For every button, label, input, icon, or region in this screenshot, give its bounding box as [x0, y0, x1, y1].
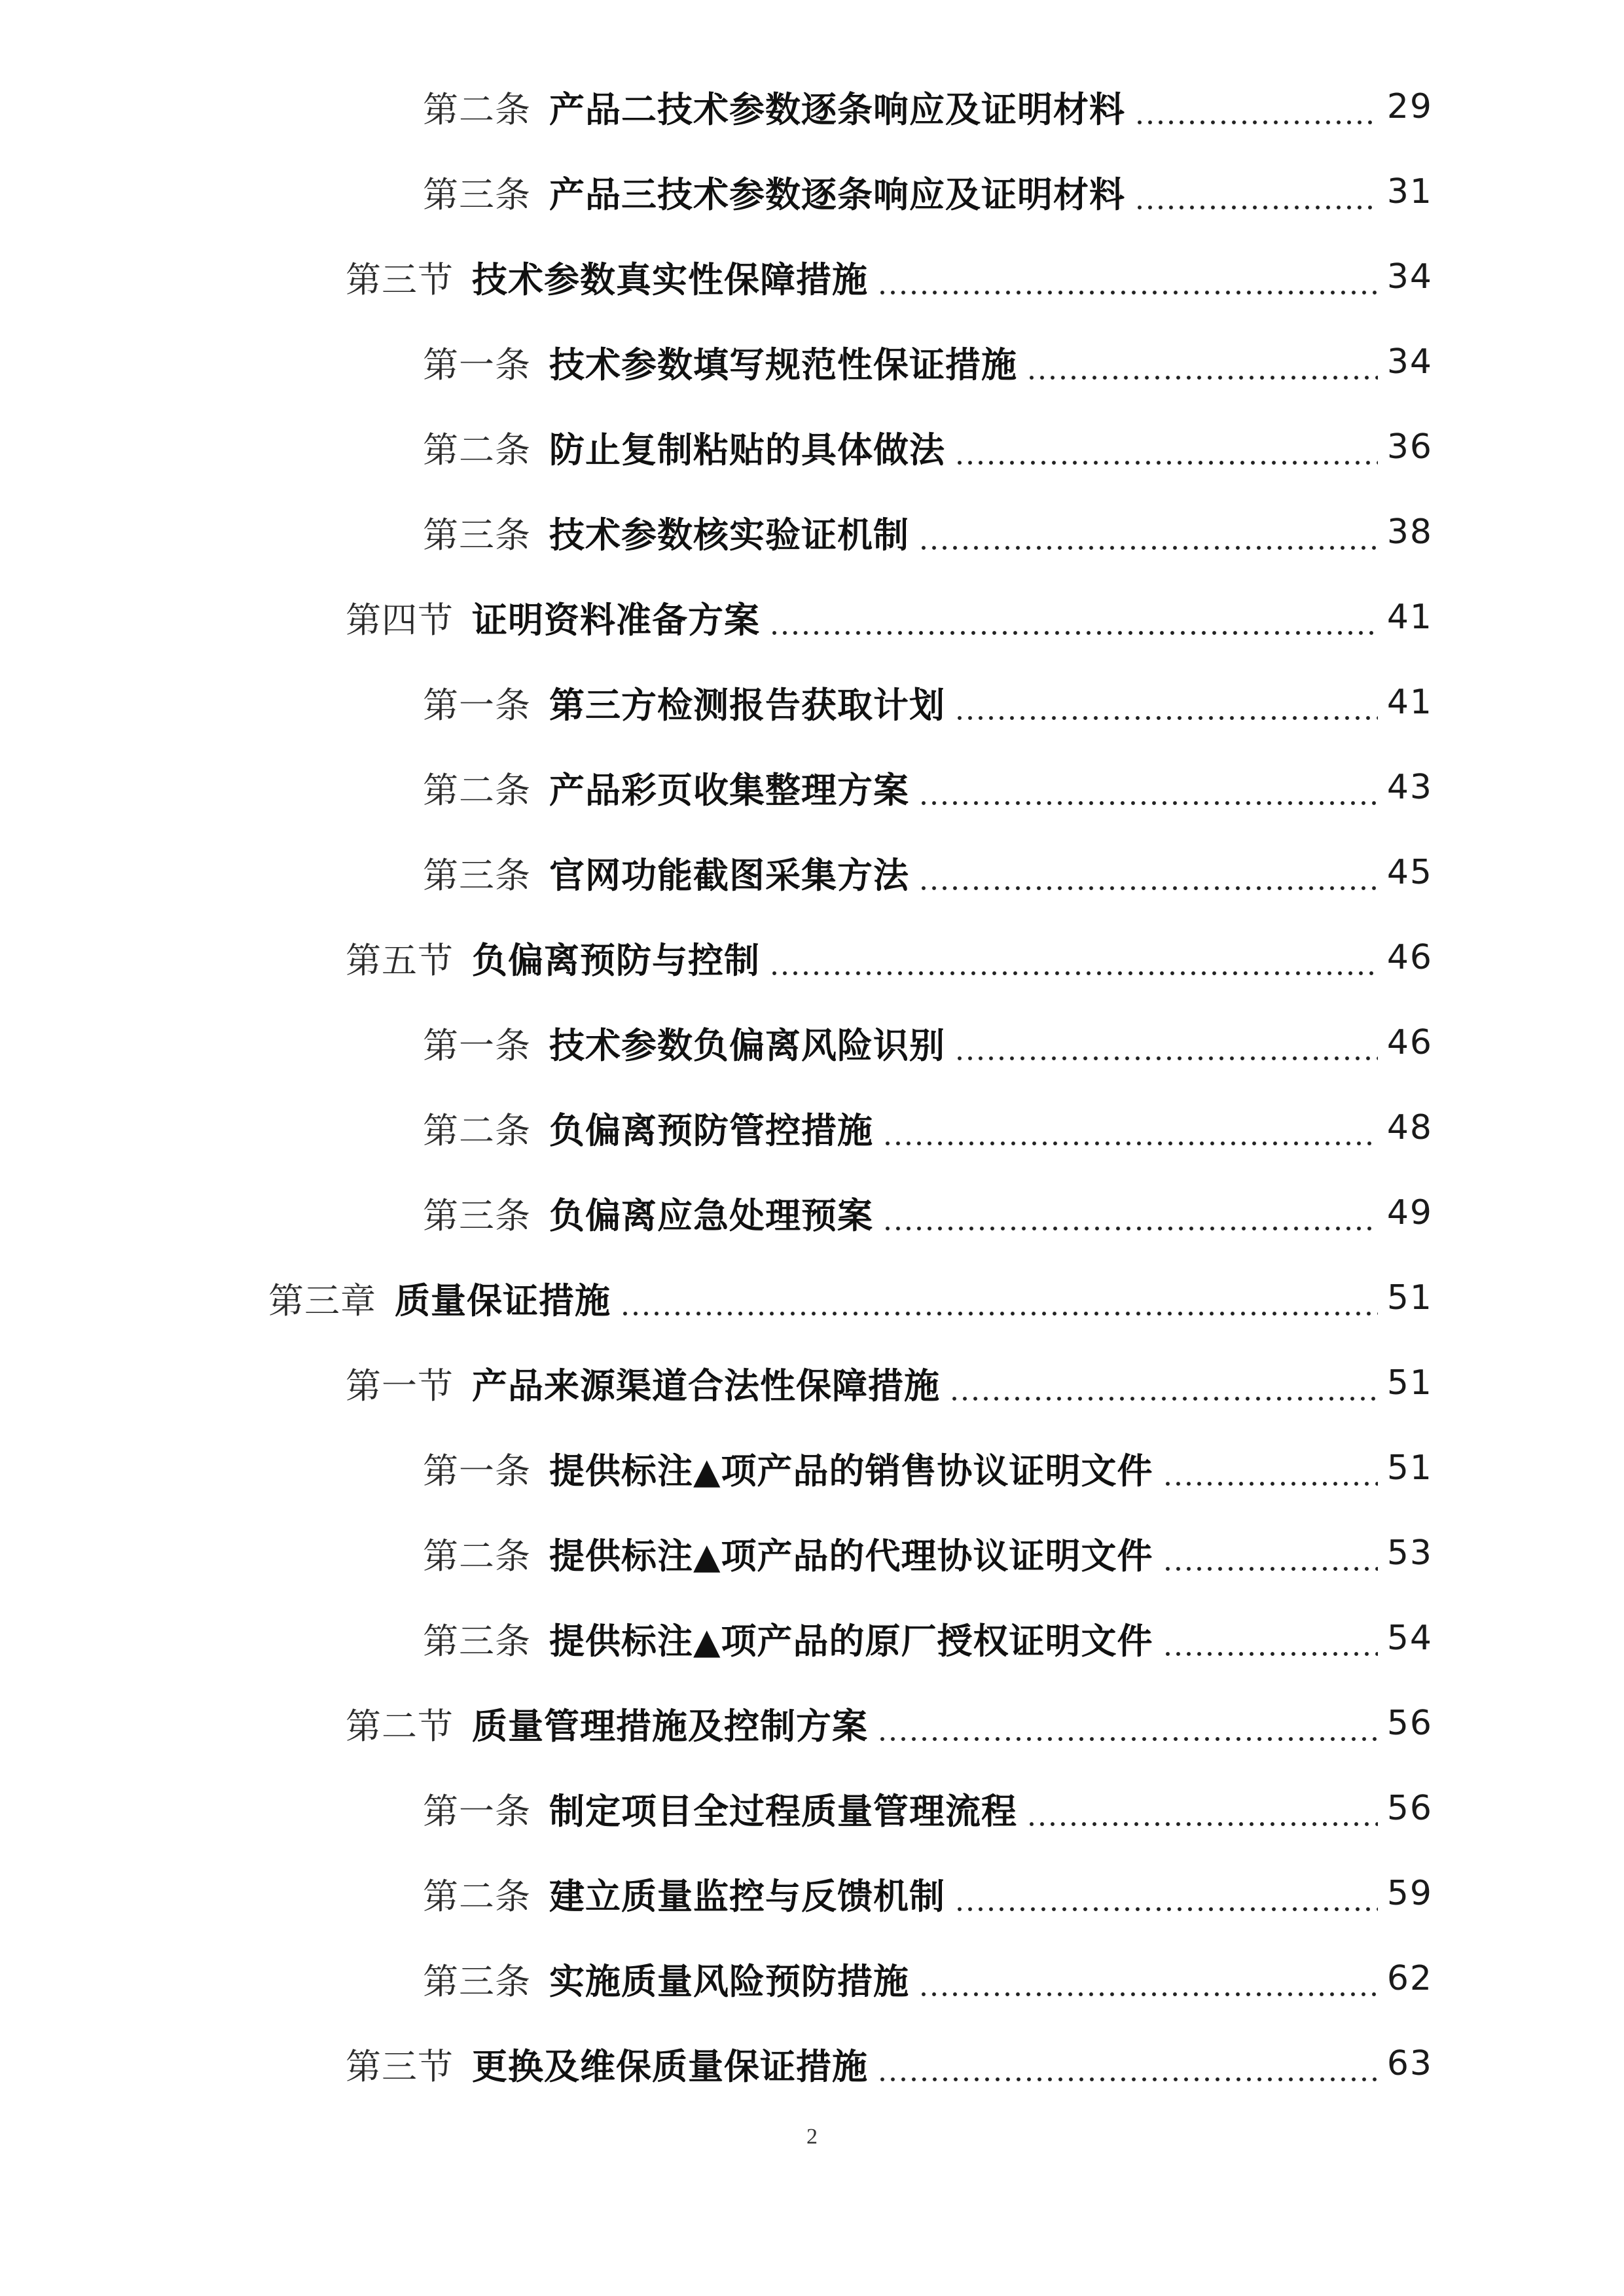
toc-dot-leader — [882, 1195, 1378, 1230]
toc-entry-level-2[interactable] — [0, 575, 1624, 660]
toc-entry-level-3[interactable] — [0, 745, 1624, 830]
toc-dot-leader — [1163, 1621, 1378, 1656]
toc-entry-page: 34 — [1386, 342, 1433, 382]
toc-entry-level-3[interactable] — [0, 1936, 1624, 2021]
toc-entry-number: 第二条 — [423, 429, 531, 471]
toc-entry-title: 实施质量风险预防措施 — [549, 1960, 909, 2002]
toc-entry-title: 质量保证措施 — [395, 1279, 611, 1321]
toc-entry-page: 46 — [1386, 1023, 1433, 1062]
toc-entry-number: 第二条 — [423, 1109, 531, 1151]
toc-dot-leader — [882, 1110, 1378, 1145]
toc-entry-number: 第三节 — [346, 2045, 454, 2087]
toc-entry-level-2[interactable] — [0, 2021, 1624, 2106]
toc-entry-level-3[interactable] — [0, 1851, 1624, 1936]
toc-entry-title: 更换及维保质量保证措施 — [472, 2045, 868, 2087]
toc-dot-leader — [1163, 1535, 1378, 1571]
toc-dot-leader — [769, 600, 1378, 635]
toc-entry-page: 56 — [1386, 1704, 1433, 1743]
toc-dot-leader — [918, 770, 1378, 805]
toc-entry-number: 第一条 — [423, 344, 531, 386]
toc-dot-leader — [949, 1365, 1378, 1401]
toc-entry-level-3[interactable] — [0, 1511, 1624, 1596]
toc-entry-level-3[interactable] — [0, 660, 1624, 745]
toc-entry-number: 第二条 — [423, 1535, 531, 1577]
toc-entry-number: 第一条 — [423, 1790, 531, 1832]
toc-entry-page: 54 — [1386, 1619, 1433, 1658]
toc-entry-title: 提供标注▲项产品的销售协议证明文件 — [549, 1449, 1153, 1492]
toc-entry-title: 负偏离预防管控措施 — [549, 1109, 873, 1151]
toc-entry-number: 第一条 — [423, 1450, 531, 1492]
toc-dot-leader — [918, 514, 1378, 550]
toc-entry-number: 第二节 — [346, 1705, 454, 1747]
toc-entry-page: 46 — [1386, 938, 1433, 977]
toc-dot-leader — [1134, 174, 1378, 209]
toc-entry-title: 防止复制粘贴的具体做法 — [549, 428, 945, 471]
toc-dot-leader — [954, 685, 1378, 720]
toc-entry-title: 负偏离预防与控制 — [472, 939, 760, 981]
toc-entry-number: 第一条 — [423, 1024, 531, 1066]
toc-entry-page: 53 — [1386, 1534, 1433, 1573]
toc-dot-leader — [877, 259, 1378, 295]
toc-entry-title: 技术参数核实验证机制 — [549, 513, 909, 556]
toc-dot-leader — [620, 1280, 1378, 1316]
toc-entry-page: 51 — [1386, 1278, 1433, 1318]
toc-entry-level-3[interactable] — [0, 1000, 1624, 1085]
toc-entry-number: 第五节 — [346, 939, 454, 981]
toc-dot-leader — [954, 1025, 1378, 1060]
toc-entry-page: 56 — [1386, 1789, 1433, 1828]
toc-entry-number: 第一节 — [346, 1365, 454, 1407]
toc-entry-title: 产品二技术参数逐条响应及证明材料 — [549, 88, 1125, 130]
toc-entry-title: 提供标注▲项产品的原厂授权证明文件 — [549, 1619, 1153, 1662]
toc-dot-leader — [1026, 1791, 1378, 1826]
toc-dot-leader — [877, 1706, 1378, 1741]
toc-entry-number: 第一条 — [423, 684, 531, 726]
toc-entry-level-3[interactable] — [0, 149, 1624, 234]
toc-entry-number: 第二条 — [423, 88, 531, 130]
toc-entry-level-3[interactable] — [0, 1085, 1624, 1170]
toc-entry-title: 技术参数负偏离风险识别 — [549, 1024, 945, 1066]
toc-entry-title: 产品三技术参数逐条响应及证明材料 — [549, 173, 1125, 215]
toc-entry-page: 41 — [1386, 598, 1433, 637]
toc-entry-title: 官网功能截图采集方法 — [549, 853, 909, 896]
toc-entry-level-2[interactable] — [0, 234, 1624, 319]
toc-entry-page: 41 — [1386, 683, 1433, 722]
page-number: 2 — [806, 2125, 818, 2149]
toc-entry-title: 质量管理措施及控制方案 — [472, 1704, 868, 1747]
toc-entry-title: 提供标注▲项产品的代理协议证明文件 — [549, 1534, 1153, 1577]
toc-entry-page: 59 — [1386, 1874, 1433, 1913]
toc-dot-leader — [918, 1961, 1378, 1996]
toc-entry-title: 负偏离应急处理预案 — [549, 1194, 873, 1236]
toc-entry-page: 49 — [1386, 1193, 1433, 1232]
toc-dot-leader — [954, 1876, 1378, 1911]
toc-entry-level-2[interactable] — [0, 915, 1624, 1000]
toc-entry-number: 第三条 — [423, 1194, 531, 1236]
toc-entry-title: 产品来源渠道合法性保障措施 — [472, 1364, 940, 1407]
toc-entry-level-3[interactable] — [0, 64, 1624, 149]
toc-dot-leader — [769, 940, 1378, 975]
toc-entry-level-3[interactable] — [0, 830, 1624, 915]
toc-dot-leader — [1163, 1450, 1378, 1486]
toc-entry-level-3[interactable] — [0, 404, 1624, 490]
toc-entry-title: 技术参数填写规范性保证措施 — [549, 343, 1017, 386]
toc-entry-page: 51 — [1386, 1448, 1433, 1488]
table-of-contents — [0, 64, 1624, 2106]
toc-dot-leader — [877, 2046, 1378, 2081]
toc-entry-page: 63 — [1386, 2044, 1433, 2083]
toc-entry-title: 技术参数真实性保障措施 — [472, 258, 868, 300]
toc-entry-number: 第二条 — [423, 769, 531, 811]
toc-entry-level-3[interactable] — [0, 319, 1624, 404]
toc-entry-page: 38 — [1386, 512, 1433, 552]
toc-entry-title: 证明资料准备方案 — [472, 598, 760, 641]
toc-entry-page: 29 — [1386, 87, 1433, 126]
toc-entry-number: 第三章 — [268, 1280, 376, 1321]
toc-entry-title: 建立质量监控与反馈机制 — [549, 1874, 945, 1917]
toc-entry-number: 第三条 — [423, 854, 531, 896]
toc-dot-leader — [1134, 89, 1378, 124]
toc-entry-number: 第四节 — [346, 599, 454, 641]
toc-entry-number: 第三条 — [423, 173, 531, 215]
toc-dot-leader — [1026, 344, 1378, 380]
toc-entry-number: 第三节 — [346, 259, 454, 300]
toc-entry-title: 产品彩页收集整理方案 — [549, 768, 909, 811]
toc-entry-level-2[interactable] — [0, 1340, 1624, 1426]
toc-entry-page: 62 — [1386, 1959, 1433, 1998]
toc-entry-title: 制定项目全过程质量管理流程 — [549, 1789, 1017, 1832]
toc-entry-page: 36 — [1386, 427, 1433, 467]
toc-dot-leader — [918, 855, 1378, 890]
toc-entry-level-3[interactable] — [0, 1596, 1624, 1681]
toc-entry-level-3[interactable] — [0, 490, 1624, 575]
toc-entry-level-1[interactable] — [0, 1255, 1624, 1340]
toc-entry-page: 31 — [1386, 172, 1433, 211]
toc-entry-page: 43 — [1386, 768, 1433, 807]
toc-entry-title: 第三方检测报告获取计划 — [549, 683, 945, 726]
toc-entry-number: 第三条 — [423, 1960, 531, 2002]
toc-entry-page: 45 — [1386, 853, 1433, 892]
toc-entry-page: 51 — [1386, 1363, 1433, 1403]
toc-entry-level-3[interactable] — [0, 1766, 1624, 1851]
toc-entry-number: 第三条 — [423, 1620, 531, 1662]
toc-dot-leader — [954, 429, 1378, 465]
toc-entry-level-3[interactable] — [0, 1426, 1624, 1511]
toc-entry-page: 34 — [1386, 257, 1433, 296]
toc-entry-level-2[interactable] — [0, 1681, 1624, 1766]
toc-entry-page: 48 — [1386, 1108, 1433, 1147]
toc-entry-number: 第二条 — [423, 1875, 531, 1917]
toc-entry-level-3[interactable] — [0, 1170, 1624, 1255]
toc-entry-number: 第三条 — [423, 514, 531, 556]
